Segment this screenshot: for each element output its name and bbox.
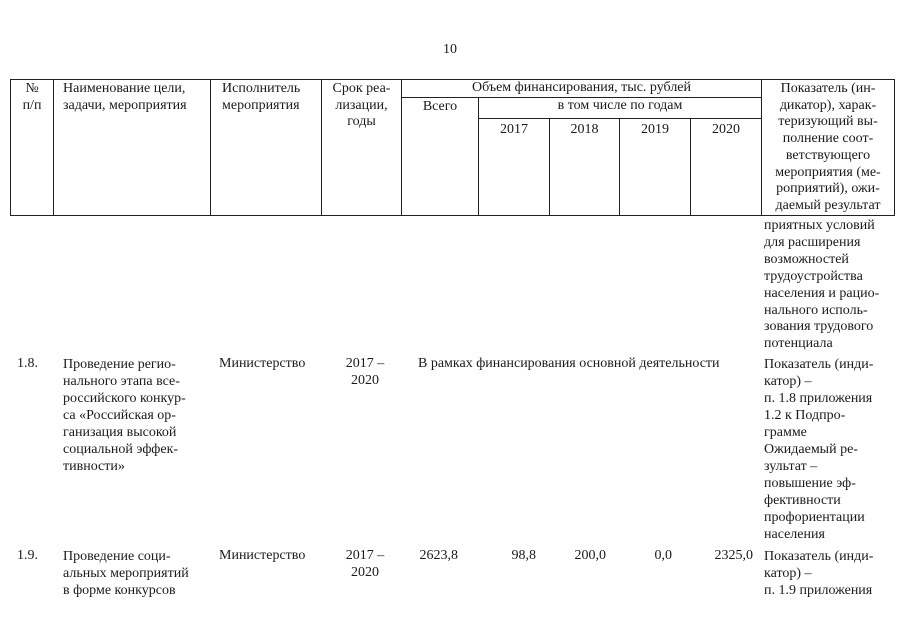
row-1-8-name: Проведение регио- нального этапа все- российского конкур- са «Российская ор- ганизация высокой социальной эффек- тивности»	[63, 357, 186, 474]
row-1-9-indicator: Показатель (инди- катор) – п. 1.9 приложения	[764, 549, 874, 598]
header-num: № п/п	[22, 81, 42, 113]
header-total: Всего	[422, 99, 458, 114]
header-year-2017: 2017	[500, 122, 528, 137]
col-border	[210, 79, 211, 216]
header-year-2018: 2018	[570, 122, 599, 137]
header-indicator: Показатель (ин- дикатор), харак- теризующий вы- полнение соот- ветствующего мероприятия (ме- роприятий), ожи- даемый результат	[775, 81, 881, 213]
row-1-9-2018: 200,0	[574, 548, 606, 563]
header-term: Срок реа- лизации, годы	[332, 81, 391, 129]
row-1-8-funding-note: В рамках финансирования основной деятельности	[418, 356, 720, 371]
header-year-2019: 2019	[641, 122, 669, 137]
header-funding-title: Объем финансирования, тыс. рублей	[471, 80, 692, 95]
row-1-9-name: Проведение соци- альных мероприятий в форме конкурсов	[63, 549, 189, 598]
row-1-8-num: 1.8.	[17, 356, 38, 371]
header-by-years: в том числе по годам	[557, 98, 683, 113]
table-header-bottom-border	[10, 215, 895, 216]
row-1-9-term: 2017 – 2020	[345, 548, 385, 580]
page-number: 10	[443, 42, 457, 57]
row-1-9-2017: 98,8	[511, 548, 536, 563]
row-1-8-term: 2017 – 2020	[345, 356, 385, 388]
header-year-2020: 2020	[712, 122, 740, 137]
row-1-8-indicator: Показатель (инди- катор) – п. 1.8 приложения 1.2 к Подпро- грамме Ожидаемый ре- зультат – повышение эф- фективности профориентации населения	[764, 357, 874, 542]
row-1-8-executor: Министерство	[219, 356, 306, 371]
header-executor: Исполнитель мероприятия	[222, 81, 301, 113]
col-border	[53, 79, 54, 216]
row-1-9-num: 1.9.	[17, 548, 38, 563]
row-1-9-total: 2623,8	[419, 548, 458, 563]
indicator-continuation: приятных условий для расширения возможностей трудоустройства населения и рацио- нального исполь- зования трудового потенциала	[764, 218, 880, 352]
row-1-9-executor: Министерство	[219, 548, 306, 563]
col-border	[478, 97, 479, 216]
row-1-9-2019: 0,0	[654, 548, 672, 563]
col-border	[894, 79, 895, 216]
row-1-9-2020: 2325,0	[714, 548, 753, 563]
header-name: Наименование цели, задачи, мероприятия	[63, 81, 187, 113]
